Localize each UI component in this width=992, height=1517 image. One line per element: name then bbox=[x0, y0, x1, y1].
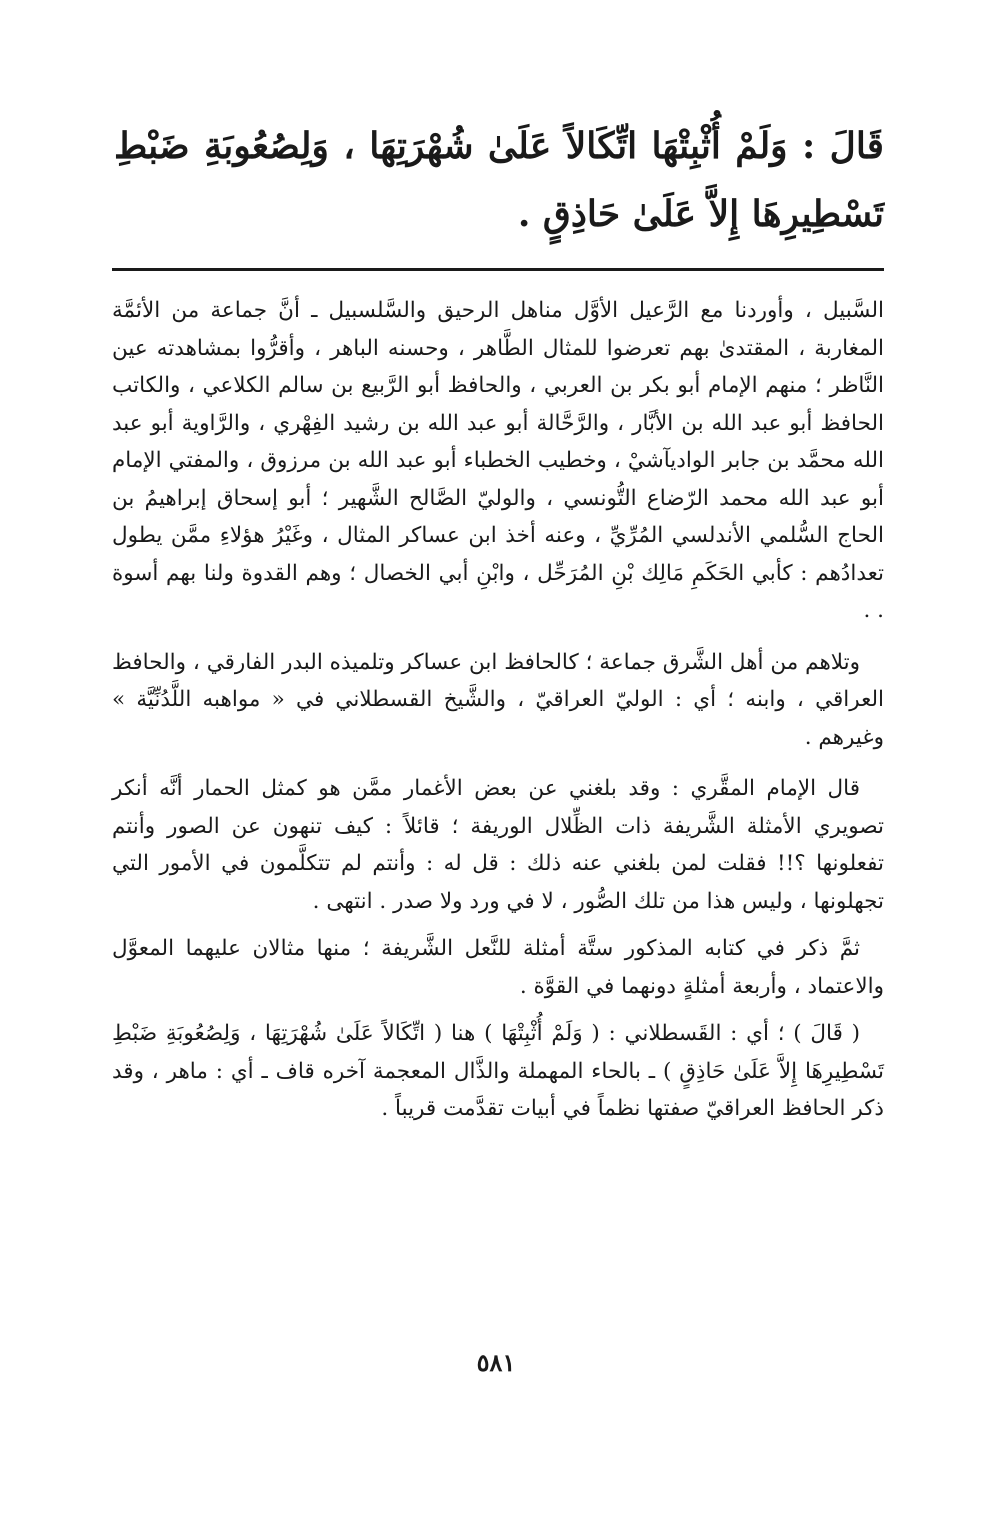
page-number: ٥٨١ bbox=[476, 1348, 516, 1377]
commentary-paragraph: ثمَّ ذكر في كتابه المذكور ستَّة أمثلة للنَّعل الشَّريفة ؛ منها مثالان عليهما المعوَّل والاعتماد ، وأربعة أمثلةٍ دونهما في القوَّة . bbox=[112, 936, 884, 999]
commentary-paragraph: السَّبيل ، وأوردنا مع الرَّعيل الأوَّل مناهل الرحيق والسَّلسبيل ـ أنَّ جماعة من الأئمَّة المغاربة ، المقتدىٰ بهم تعرضوا للمثال الطَّاهر ، وحسنه الباهر ، وأقرُّوا بمشاهدته عين النَّاظر ؛ منهم الإمام أبو بكر بن العربي ، والحافظ أبو الرَّبيع بن سالم الكلاعي ، والكاتب الحافظ أبو عبد الله بن الأبَّار ، والرَّحَّالة أبو عبد الله بن رشيد الفِهْري ، والرَّاوية أبو عبد الله محمَّد بن جابر الواديآشيْ ، وخطيب الخطباء أبو عبد الله بن مرزوق ، والمفتي الإمام أبو عبد الله محمد الرّضاع التُّونسي ، والوليّ الصَّالح الشَّهير ؛ أبو إسحاق إبراهيمُ بن الحاج السُّلمي الأندلسي المُرِّيِّ ، وعنه أخذ ابن عساكر المثال ، وغَيْرُ هؤلاءِ ممَّن يطول تعدادُهم : كأبي الحَكَمِ مَالِك بْنِ المُرَحِّل ، وابْنِ أبي الخصال ؛ وهم القدوة ولنا بهم أسوة . . bbox=[112, 298, 884, 623]
commentary-block bbox=[112, 292, 884, 1138]
commentary-paragraph: ( قَالَ ) ؛ أي : القَسطلاني : ( وَلَمْ أُثْبِتْهَا ) هنا ( اتِّكَالاً عَلَىٰ شُهْرَتِهَا ، وَلِصُعُوبَةِ ضَبْطِ تَسْطِيرِهَا إِلاَّ عَلَىٰ حَاذِقٍ ) ـ بالحاء المهملة والذَّال المعجمة آخره قاف ـ أي : ماهر ، وقد ذكر الحافظ العراقيّ صفتها نظماً في أبيات تقدَّمت قريباً . bbox=[112, 1021, 884, 1121]
footnote-divider bbox=[112, 268, 884, 271]
commentary-paragraph: وتلاهم من أهل الشَّرق جماعة ؛ كالحافظ ابن عساكر وتلميذه البدر الفارقي ، والحافظ العراقي ، وابنه ؛ أي : الوليّ العراقيّ ، والشَّيخ القسطلاني في « مواهبه اللَّدُنِّيَّة » وغيرهم . bbox=[112, 649, 884, 750]
commentary-paragraph: قال الإمام المقَّري : وقد بلغني عن بعض الأغمار ممَّن هو كمثل الحمار أنَّه أنكر تصويري الأمثلة الشَّريفة ذات الظِّلال الوريفة ؛ قائلاً : كيف تنهون عن الصور وأنتم تفعلونها ؟!! فقلت لمن بلغني عنه ذلك : قل له : وأنتم لم تتكلَّمون في الأمور التي تجهلونها ، وليس هذا من تلك الصُّور ، لا في ورد ولا صدر . انتهى . bbox=[112, 776, 884, 914]
matn-text: قَالَ : وَلَمْ أُثْبِتْهَا اتِّكَالاً عَلَىٰ شُهْرَتِهَا ، وَلِصُعُوبَةِ ضَبْطِ تَسْطِيرِهَا إِلاَّ عَلَىٰ حَاذِقٍ . bbox=[114, 125, 884, 235]
